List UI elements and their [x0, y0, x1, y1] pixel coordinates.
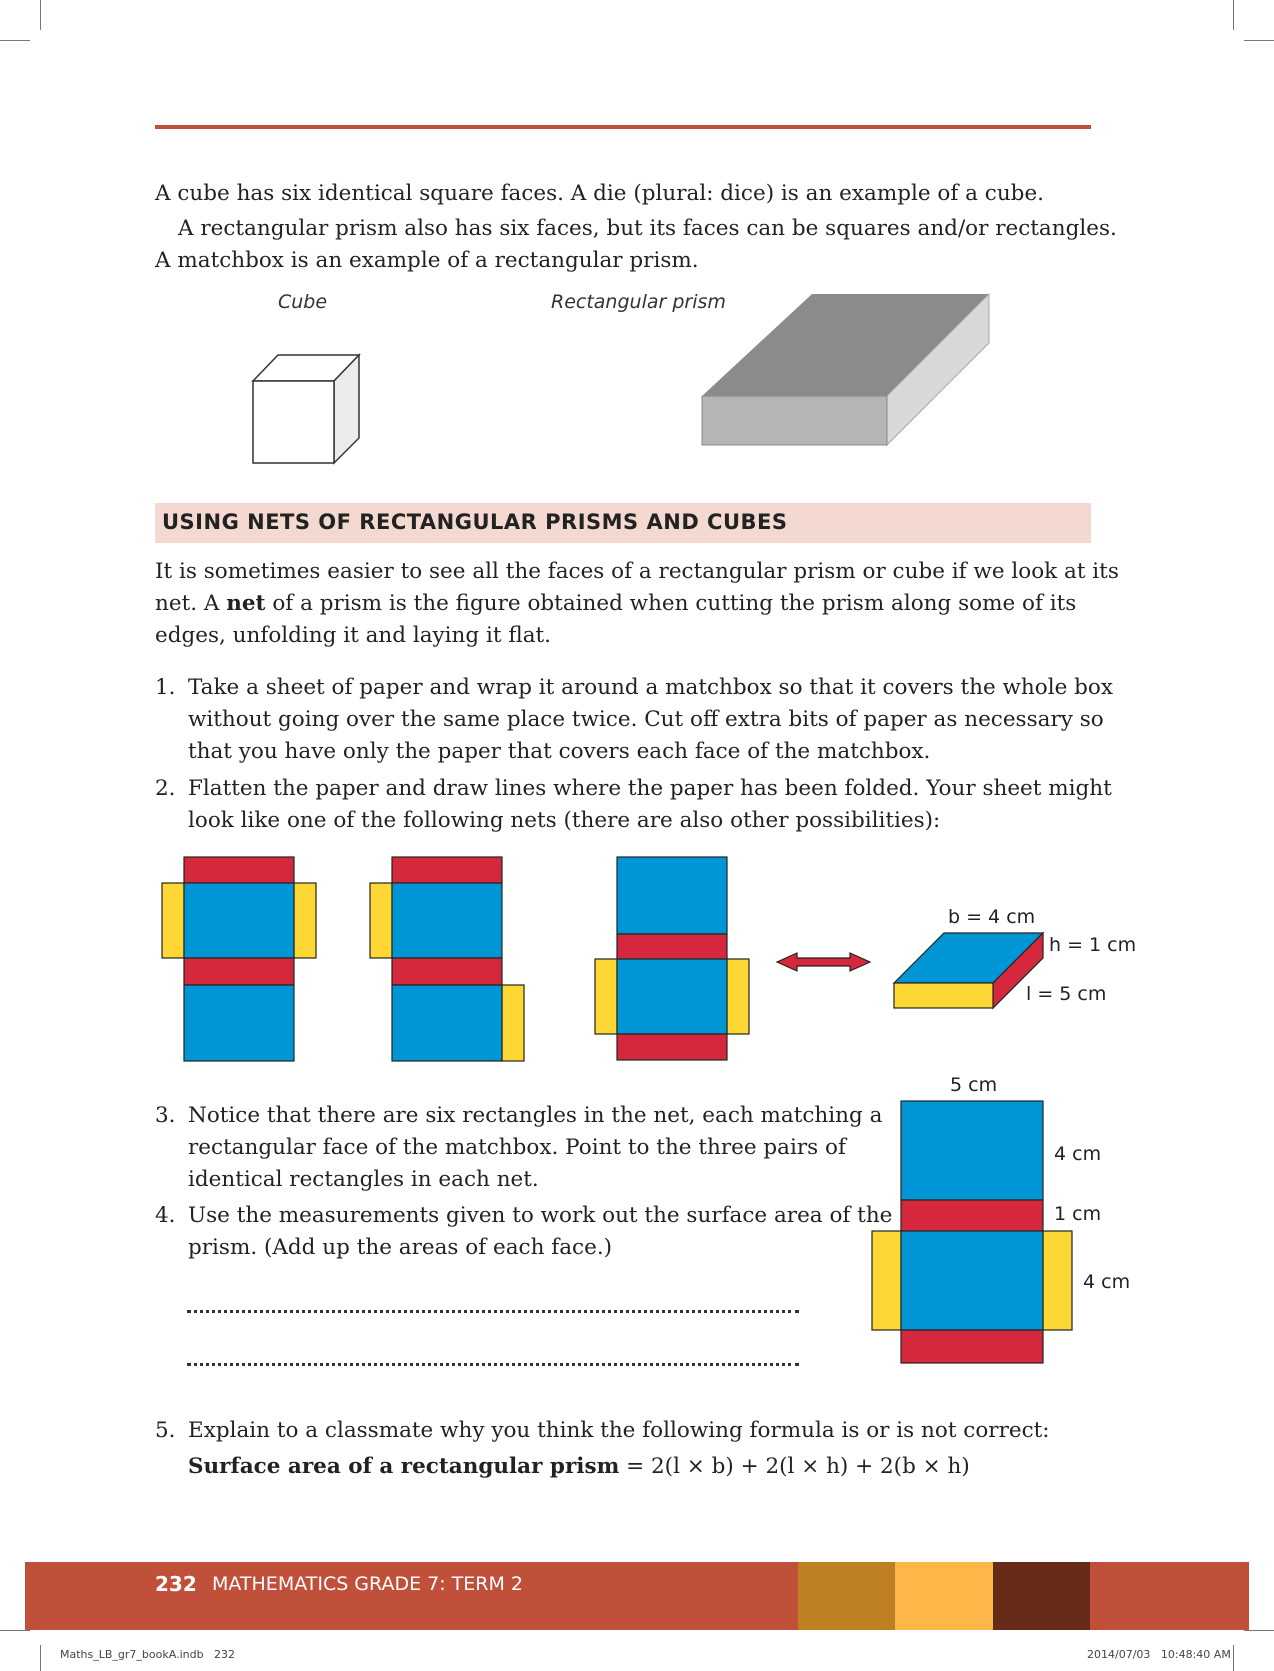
- list-item-line: that you have only the paper that covers each face of the matchbox.: [188, 739, 931, 764]
- section-para-text-a: net. A: [155, 591, 227, 616]
- list-item-line: Flatten the paper and draw lines where the paper has been folded. Your sheet might: [188, 776, 1112, 801]
- list-item-line: Explain to a classmate why you think the following formula is or is not correct:: [188, 1418, 1050, 1443]
- list-item-number: 4.: [155, 1203, 176, 1228]
- list-item-line: rectangular face of the matchbox. Point to the three pairs of: [188, 1135, 846, 1160]
- matchbox-figure: [894, 933, 1043, 1008]
- net-dim-1: 4 cm: [1054, 1143, 1102, 1165]
- list-item-line: look like one of the following nets (there are also other possibilities):: [188, 808, 941, 833]
- cube-label: Cube: [278, 291, 328, 313]
- timestamp-slug: 2014/07/03 10:48:40 AM: [1087, 1648, 1231, 1661]
- list-item-line: Take a sheet of paper and wrap it around a matchbox so that it covers the whole box: [188, 675, 1113, 700]
- section-para-line-3: edges, unfolding it and laying it flat.: [155, 623, 551, 648]
- list-item-5: [155, 1415, 1075, 1485]
- list-item-number: 2.: [155, 776, 176, 801]
- file-slug: Maths_LB_gr7_bookA.indb 232: [60, 1648, 236, 1661]
- dimension-net: [872, 1101, 1072, 1363]
- answer-line-2[interactable]: [187, 1363, 799, 1366]
- net-term: net: [226, 591, 266, 616]
- list-item-line: identical rectangles in each net.: [188, 1167, 539, 1192]
- answer-line-1[interactable]: [187, 1310, 799, 1313]
- section-para-text-b: of a prism is the figure obtained when cutting the prism along some of its: [265, 591, 1077, 616]
- list-item-number: 3.: [155, 1103, 176, 1128]
- footer-page-number: 232: [155, 1572, 197, 1596]
- list-item-line: Notice that there are six rectangles in the net, each matching a: [188, 1103, 883, 1128]
- footer-title: MATHEMATICS GRADE 7: TERM 2: [212, 1573, 523, 1595]
- list-item-4: [155, 1200, 893, 1264]
- footer-swatch-1: [798, 1562, 895, 1630]
- list-item-line: without going over the same place twice. Cut off extra bits of paper as necessary so: [188, 707, 1104, 732]
- formula: [188, 1451, 970, 1483]
- formula-label: Surface area of a rectangular prism: [188, 1454, 620, 1479]
- dim-b: b = 4 cm: [948, 906, 1036, 928]
- net-3: [595, 857, 749, 1060]
- dim-h: h = 1 cm: [1049, 934, 1137, 956]
- footer-swatch-3: [993, 1562, 1090, 1630]
- dim-l: l = 5 cm: [1026, 983, 1107, 1005]
- list-item-number: 5.: [155, 1418, 176, 1443]
- intro-line-1: A cube has six identical square faces. A die (plural: dice) is an example of a cube.: [155, 181, 1045, 206]
- intro-line-3: A matchbox is an example of a rectangular prism.: [155, 248, 699, 273]
- net-1: [162, 857, 316, 1061]
- prism-label: Rectangular prism: [551, 291, 726, 313]
- list-item-number: 1.: [155, 675, 176, 700]
- footer-swatch-2: [895, 1562, 993, 1630]
- section-para-line-1: It is sometimes easier to see all the faces of a rectangular prism or cube if we look at its: [155, 559, 1119, 584]
- net-2: [370, 857, 524, 1061]
- net-dim-2: 1 cm: [1054, 1203, 1102, 1225]
- list-item-3: [155, 1100, 883, 1196]
- intro-line-2: A rectangular prism also has six faces, but its faces can be squares and/or rectangles.: [178, 216, 1117, 241]
- section-heading: USING NETS OF RECTANGULAR PRISMS AND CUBES: [162, 510, 788, 534]
- formula-expression: = 2(l × b) + 2(l × h) + 2(b × h): [619, 1454, 970, 1479]
- list-item-line: Use the measurements given to work out the surface area of the: [188, 1203, 893, 1228]
- net-dim-3: 4 cm: [1083, 1271, 1131, 1293]
- list-item-line: prism. (Add up the areas of each face.): [188, 1235, 613, 1260]
- net-dim-top: 5 cm: [950, 1074, 998, 1096]
- double-arrow-icon: [777, 953, 870, 971]
